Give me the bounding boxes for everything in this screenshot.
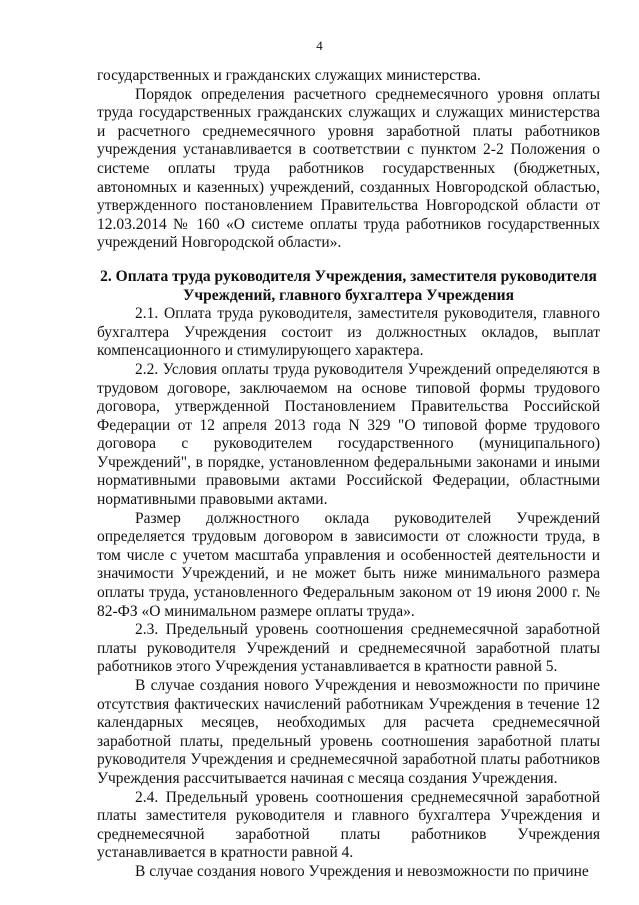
page-number: 4	[316, 38, 323, 53]
paragraph-2-1: 2.1. Оплата труда руководителя, заместителя руководителя, главного бухгалтера Учреждения состоит из должностных окладов, выплат компенсационного и стимулирующего характера.	[97, 305, 600, 360]
document-body	[97, 67, 600, 882]
paragraph-2-3: 2.3. Предельный уровень соотношения среднемесячной заработной платы руководителя Учреждений и среднемесячной заработной платы работников этого Учреждения устанавливается в кратности равной 5.	[97, 621, 600, 676]
paragraph-2-2: 2.2. Условия оплаты труда руководителя Учреждений определяются в трудовом договоре, заключаемом на основе типовой формы трудового договора, утвержденной Постановлением Правительства Российской Федерации от 12 апреля 2013 года N 329 "О типовой форме трудового договора с руководителем государственного (муниципального) Учреждений", в порядке, установленном федеральными законами и иными нормативными правовыми актами Российской Федерации, областными нормативными правовыми актами.	[97, 360, 600, 509]
paragraph-new-institution-1: В случае создания нового Учреждения и невозможности по причине отсутствия фактических начислений работникам Учреждения в течение 12 календарных месяцев, необходимых для расчета среднемесячной заработной платы, предельный уровень соотношения заработной платы руководителя Учреждения и среднемесячной заработной платы работников Учреждения рассчитывается начиная с месяца создания Учреждения.	[97, 677, 600, 787]
paragraph-salary-size: Размер должностного оклада руководителей Учреждений определяется трудовым договором в зависимости от сложности труда, в том числе с учетом масштаба управления и особенностей деятельности и значимости Учреждений, и не может быть ниже минимального размера оплаты труда, установленного Федеральным законом от 19 июня 2000 г. № 82-ФЗ «О минимальном размере оплаты труда».	[97, 509, 600, 620]
paragraph-continuation: государственных и гражданских служащих министерства.	[97, 67, 481, 84]
paragraph-new-institution-2: В случае создания нового Учреждения и невозможности по причине	[135, 862, 589, 880]
paragraph-2-4: 2.4. Предельный уровень соотношения среднемесячной заработной платы заместителя руководителя и главного бухгалтера Учреждения и среднемесячной заработной платы работников Учреждения устанавливается в кратности равной 4.	[97, 788, 600, 862]
section-heading: 2. Оплата труда руководителя Учреждения, заместителя руководителя Учреждений, главного бухгалтера Учреждения	[100, 267, 597, 304]
paragraph-calculation-order: Порядок определения расчетного среднемесячного уровня оплаты труда государственных гражданских служащих и служащих министерства и расчетного среднемесячного уровня заработной платы работников учреждения устанавливается в соответствии с пунктом 2-2 Положения о системе оплаты труда работников государственных (бюджетных, автономных и казенных) учреждений, созданных Новгородской областью, утвержденного постановлением Правительства Новгородской области от 12.03.2014 № 160 «О системе оплаты труда работников государственных учреждений Новгородской области».	[97, 85, 600, 252]
